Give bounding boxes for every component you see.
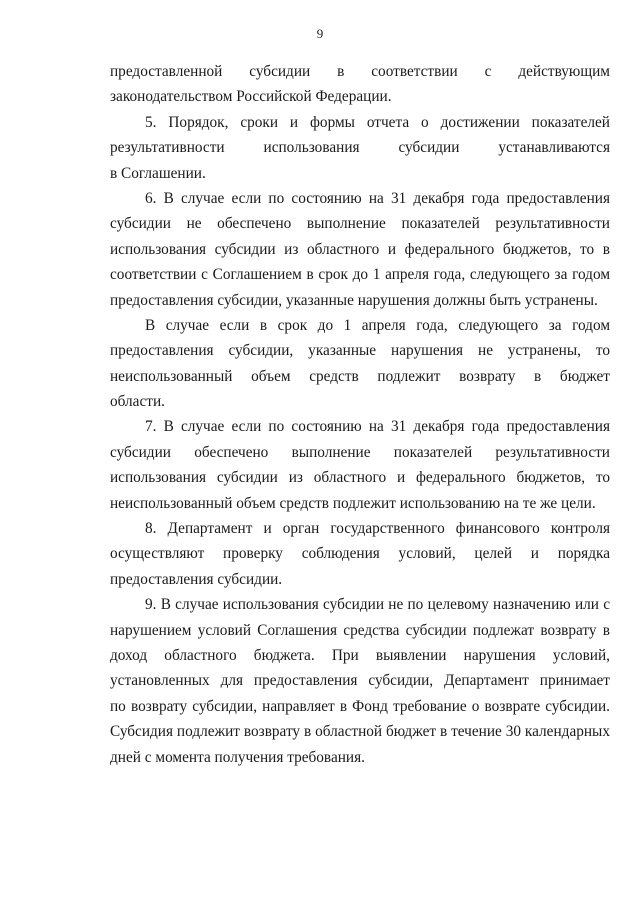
paragraph-p6-2 xyxy=(110,313,610,415)
text-line: установленных для предоставления субсидии, Департамент принимает xyxy=(110,672,610,690)
text-line: 6. В случае если по состоянию на 31 декабря года предоставления xyxy=(145,189,610,207)
text-line: по возврату субсидии, направляет в Фонд требование о возврате субсидии. xyxy=(110,697,610,715)
paragraph-p9 xyxy=(110,592,610,770)
text-line: результативности использования субсидии устанавливаются xyxy=(110,139,610,157)
text-line: осуществляют проверку соблюдения условий, целей и порядка xyxy=(110,545,610,563)
paragraph-p6 xyxy=(110,186,610,313)
text-line: дней с момента получения требования. xyxy=(110,748,365,766)
paragraph-p7 xyxy=(110,414,610,516)
text-line: области. xyxy=(110,393,165,411)
text-line: нарушением условий Соглашения средства субсидии подлежат возврату в xyxy=(110,621,610,639)
text-line: субсидии не обеспечено выполнение показателей результативности xyxy=(110,215,610,233)
text-line: неиспользованный объем средств подлежит возврату в бюджет xyxy=(110,367,610,385)
text-line: доход областного бюджета. При выявлении нарушения условий, xyxy=(110,646,610,664)
text-line: использования субсидии из областного и федерального бюджетов, то в xyxy=(110,240,610,258)
text-line: в Соглашении. xyxy=(110,164,206,182)
text-line: В случае если в срок до 1 апреля года, следующего за годом xyxy=(145,316,610,334)
text-line: неиспользованный объем средств подлежит использованию на те же цели. xyxy=(110,494,596,512)
text-line: 9. В случае использования субсидии не по целевому назначению или с xyxy=(145,596,610,614)
text-line: предоставления субсидии, указанные нарушения не устранены, то xyxy=(110,342,610,360)
text-line: предоставления субсидии. xyxy=(110,570,283,588)
paragraph-p-continuation xyxy=(110,59,610,110)
text-line: 7. В случае если по состоянию на 31 декабря года предоставления xyxy=(145,418,610,436)
text-line: 5. Порядок, сроки и формы отчета о достижении показателей xyxy=(145,113,610,131)
paragraph-p8 xyxy=(110,516,610,592)
document-body xyxy=(110,59,610,770)
paragraph-p5 xyxy=(110,110,610,186)
text-line: использования субсидии из областного и федерального бюджетов, то xyxy=(110,469,610,487)
page-number: 9 xyxy=(316,26,324,41)
text-line: 8. Департамент и орган государственного финансового контроля xyxy=(145,520,610,538)
text-line: соответствии с Соглашением в срок до 1 апреля года, следующего за годом xyxy=(110,266,610,284)
text-line: законодательством Российской Федерации. xyxy=(110,88,392,106)
text-line: предоставленной субсидии в соответствии с действующим xyxy=(110,63,610,80)
text-line: предоставления субсидии, указанные нарушения должны быть устранены. xyxy=(110,291,598,309)
text-line: Субсидия подлежит возврату в областной бюджет в течение 30 календарных xyxy=(110,723,610,741)
text-line: субсидии обеспечено выполнение показателей результативности xyxy=(110,443,610,461)
